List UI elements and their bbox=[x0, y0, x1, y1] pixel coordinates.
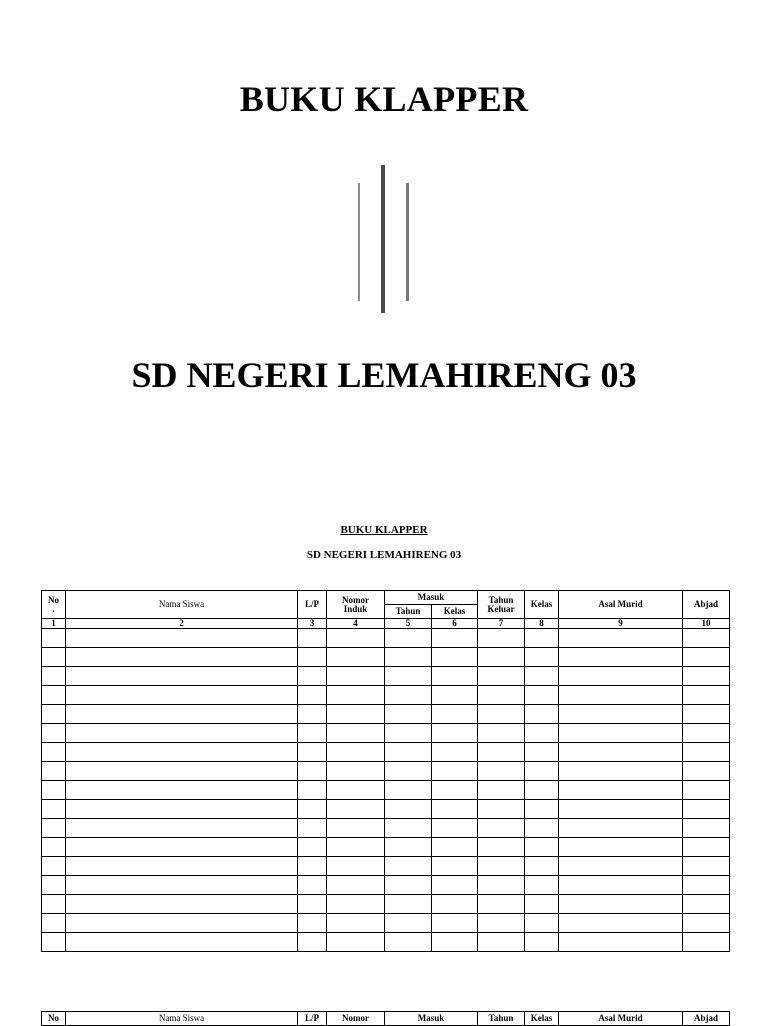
table-cell bbox=[683, 933, 730, 952]
table-cell bbox=[432, 686, 478, 705]
table-cell bbox=[327, 819, 385, 838]
header-lp: L/P bbox=[298, 591, 327, 619]
table-cell bbox=[432, 667, 478, 686]
table-cell bbox=[42, 857, 66, 876]
table-cell bbox=[298, 648, 327, 667]
table-cell bbox=[559, 648, 683, 667]
table-cell bbox=[327, 781, 385, 800]
table-cell bbox=[327, 686, 385, 705]
header-abjad: Abjad bbox=[683, 591, 730, 619]
table-cell bbox=[559, 857, 683, 876]
table-cell bbox=[525, 629, 559, 648]
table-cell bbox=[478, 914, 525, 933]
table-cell bbox=[327, 800, 385, 819]
table-cell bbox=[559, 838, 683, 857]
table-cell bbox=[298, 762, 327, 781]
header-keluar-top: Tahun bbox=[488, 594, 514, 605]
table-cell bbox=[525, 800, 559, 819]
table-cell bbox=[385, 648, 432, 667]
table-cell bbox=[66, 933, 298, 952]
logo-line-left bbox=[358, 183, 360, 301]
table-cell bbox=[559, 743, 683, 762]
table-cell bbox=[559, 876, 683, 895]
table-cell bbox=[42, 781, 66, 800]
header-masuk: Masuk bbox=[385, 591, 478, 605]
table-cell bbox=[432, 743, 478, 762]
table-cell bbox=[385, 857, 432, 876]
table-cell bbox=[66, 876, 298, 895]
table-cell bbox=[42, 800, 66, 819]
table-row bbox=[42, 743, 730, 762]
table-cell bbox=[66, 838, 298, 857]
column-number: 5 bbox=[385, 619, 432, 629]
table-cell bbox=[432, 838, 478, 857]
table-cell bbox=[66, 857, 298, 876]
table-cell bbox=[385, 876, 432, 895]
table-cell bbox=[385, 838, 432, 857]
table-cell bbox=[683, 895, 730, 914]
table-row bbox=[42, 781, 730, 800]
table-cell bbox=[298, 819, 327, 838]
table-cell bbox=[42, 838, 66, 857]
table-row bbox=[42, 800, 730, 819]
table-cell bbox=[683, 857, 730, 876]
table-cell bbox=[42, 743, 66, 762]
header-masuk-tahun: Tahun bbox=[385, 605, 432, 619]
table-row bbox=[42, 705, 730, 724]
table-cell bbox=[42, 895, 66, 914]
table-cell bbox=[683, 667, 730, 686]
table-cell bbox=[432, 762, 478, 781]
table-cell bbox=[683, 876, 730, 895]
table-cell bbox=[478, 686, 525, 705]
table-cell bbox=[66, 724, 298, 743]
table-cell bbox=[478, 781, 525, 800]
table-cell bbox=[559, 781, 683, 800]
table-cell bbox=[478, 895, 525, 914]
table-cell bbox=[298, 876, 327, 895]
column-number: 2 bbox=[66, 619, 298, 629]
table-cell bbox=[66, 762, 298, 781]
table-cell bbox=[683, 800, 730, 819]
table-cell bbox=[42, 667, 66, 686]
table-cell bbox=[432, 895, 478, 914]
table-cell bbox=[42, 914, 66, 933]
table-cell bbox=[525, 876, 559, 895]
table-cell bbox=[559, 762, 683, 781]
table-cell bbox=[559, 705, 683, 724]
table-cell bbox=[327, 857, 385, 876]
table-cell bbox=[385, 895, 432, 914]
table-cell bbox=[385, 724, 432, 743]
table-cell bbox=[42, 819, 66, 838]
table-cell bbox=[385, 743, 432, 762]
table-cell bbox=[385, 629, 432, 648]
table-cell bbox=[327, 876, 385, 895]
header-keluar-top: Tahun bbox=[488, 1013, 514, 1023]
header-nomor-induk bbox=[327, 1012, 385, 1026]
table-cell bbox=[683, 705, 730, 724]
header-nama-siswa: Nama Siswa bbox=[66, 591, 298, 619]
table-cell bbox=[432, 914, 478, 933]
table-cell bbox=[298, 781, 327, 800]
table-cell bbox=[559, 629, 683, 648]
table-cell bbox=[559, 914, 683, 933]
header-asal-murid: Asal Murid bbox=[559, 1012, 683, 1026]
table-row bbox=[42, 648, 730, 667]
column-number: 4 bbox=[327, 619, 385, 629]
table-cell bbox=[559, 933, 683, 952]
table-cell bbox=[298, 724, 327, 743]
table-row bbox=[42, 762, 730, 781]
table-row bbox=[42, 857, 730, 876]
table-cell bbox=[298, 686, 327, 705]
logo-line-center bbox=[381, 165, 385, 313]
table-cell bbox=[66, 819, 298, 838]
table-cell bbox=[559, 667, 683, 686]
table-cell bbox=[478, 838, 525, 857]
table-cell bbox=[525, 686, 559, 705]
table-cell bbox=[683, 686, 730, 705]
table-cell bbox=[478, 667, 525, 686]
table-cell bbox=[385, 914, 432, 933]
table-cell bbox=[327, 933, 385, 952]
table-cell bbox=[385, 800, 432, 819]
table-cell bbox=[327, 724, 385, 743]
column-number: 6 bbox=[432, 619, 478, 629]
table-cell bbox=[298, 800, 327, 819]
table-cell bbox=[42, 686, 66, 705]
table-cell bbox=[432, 933, 478, 952]
table-cell bbox=[478, 933, 525, 952]
table-cell bbox=[66, 781, 298, 800]
column-number: 3 bbox=[298, 619, 327, 629]
table-cell bbox=[478, 800, 525, 819]
logo-line-right bbox=[406, 183, 409, 301]
table-cell bbox=[42, 724, 66, 743]
header-nomor-bottom: Induk bbox=[343, 603, 368, 614]
table-cell bbox=[525, 933, 559, 952]
table-row bbox=[42, 895, 730, 914]
table-cell bbox=[327, 895, 385, 914]
table-cell bbox=[432, 629, 478, 648]
table-row bbox=[42, 667, 730, 686]
header-tahun-keluar bbox=[478, 591, 525, 619]
table-cell bbox=[66, 705, 298, 724]
table-cell bbox=[432, 857, 478, 876]
header-no-bottom: . bbox=[52, 603, 55, 614]
table-cell bbox=[298, 705, 327, 724]
header-nomor-induk bbox=[327, 591, 385, 619]
table-row bbox=[42, 876, 730, 895]
table-cell bbox=[42, 629, 66, 648]
table-cell bbox=[525, 667, 559, 686]
table-cell bbox=[525, 857, 559, 876]
table-cell bbox=[66, 895, 298, 914]
table-cell bbox=[559, 819, 683, 838]
table-cell bbox=[66, 686, 298, 705]
table-cell bbox=[525, 705, 559, 724]
table-cell bbox=[683, 648, 730, 667]
table-cell bbox=[525, 781, 559, 800]
table-cell bbox=[683, 743, 730, 762]
table-cell bbox=[478, 876, 525, 895]
header-kelas: Kelas bbox=[525, 591, 559, 619]
table-cell bbox=[385, 667, 432, 686]
klapper-table bbox=[41, 590, 730, 952]
cover-title: BUKU KLAPPER bbox=[239, 79, 529, 119]
table-cell bbox=[432, 781, 478, 800]
table-cell bbox=[478, 705, 525, 724]
table-cell bbox=[298, 838, 327, 857]
table-cell bbox=[298, 914, 327, 933]
table-cell bbox=[683, 838, 730, 857]
table-row bbox=[42, 819, 730, 838]
table-cell bbox=[559, 724, 683, 743]
table-row bbox=[42, 914, 730, 933]
header-asal-murid: Asal Murid bbox=[559, 591, 683, 619]
table-cell bbox=[327, 914, 385, 933]
table-cell bbox=[298, 933, 327, 952]
table-cell bbox=[478, 857, 525, 876]
table-cell bbox=[385, 705, 432, 724]
table-cell bbox=[66, 800, 298, 819]
table-cell bbox=[327, 838, 385, 857]
header-masuk: Masuk bbox=[385, 1012, 478, 1026]
header-keluar-bottom: Keluar bbox=[487, 603, 515, 614]
table-cell bbox=[327, 743, 385, 762]
table-row bbox=[42, 686, 730, 705]
table-cell bbox=[327, 762, 385, 781]
table-title: BUKU KLAPPER bbox=[340, 524, 428, 536]
header-no bbox=[42, 1012, 66, 1026]
table-cell bbox=[683, 762, 730, 781]
table-cell bbox=[525, 895, 559, 914]
table-cell bbox=[559, 686, 683, 705]
table-cell bbox=[42, 648, 66, 667]
table-cell bbox=[298, 667, 327, 686]
table-cell bbox=[683, 914, 730, 933]
table-cell bbox=[327, 705, 385, 724]
table-cell bbox=[298, 629, 327, 648]
table-cell bbox=[66, 629, 298, 648]
table-cell bbox=[327, 667, 385, 686]
header-no-top: No bbox=[48, 1013, 59, 1023]
table-cell bbox=[385, 933, 432, 952]
table-row bbox=[42, 629, 730, 648]
column-number-row bbox=[42, 619, 730, 629]
header-lp: L/P bbox=[298, 1012, 327, 1026]
table-cell bbox=[385, 819, 432, 838]
table-cell bbox=[478, 762, 525, 781]
header-nama-siswa: Nama Siswa bbox=[66, 1012, 298, 1026]
table-cell bbox=[385, 686, 432, 705]
column-number: 1 bbox=[42, 619, 66, 629]
table-cell bbox=[525, 648, 559, 667]
table-cell bbox=[683, 629, 730, 648]
table-cell bbox=[683, 781, 730, 800]
table-cell bbox=[42, 876, 66, 895]
table-cell bbox=[478, 743, 525, 762]
table-school-name: SD NEGERI LEMAHIRENG 03 bbox=[306, 549, 462, 561]
header-tahun-keluar bbox=[478, 1012, 525, 1026]
table-row bbox=[42, 838, 730, 857]
table-cell bbox=[432, 876, 478, 895]
table-cell bbox=[478, 648, 525, 667]
header-abjad: Abjad bbox=[683, 1012, 730, 1026]
table-cell bbox=[66, 914, 298, 933]
table-cell bbox=[42, 933, 66, 952]
table-cell bbox=[327, 648, 385, 667]
table-cell bbox=[478, 629, 525, 648]
table-cell bbox=[432, 724, 478, 743]
table-cell bbox=[525, 743, 559, 762]
table-cell bbox=[66, 667, 298, 686]
table-cell bbox=[478, 724, 525, 743]
table-cell bbox=[66, 648, 298, 667]
header-kelas: Kelas bbox=[525, 1012, 559, 1026]
table-cell bbox=[683, 724, 730, 743]
table-cell bbox=[66, 743, 298, 762]
table-cell bbox=[478, 819, 525, 838]
column-number: 10 bbox=[683, 619, 730, 629]
column-number: 9 bbox=[559, 619, 683, 629]
column-number: 7 bbox=[478, 619, 525, 629]
header-no-top: No bbox=[48, 594, 59, 605]
header-masuk-kelas: Kelas bbox=[432, 605, 478, 619]
table-cell bbox=[525, 914, 559, 933]
table-cell bbox=[432, 705, 478, 724]
table-cell bbox=[525, 724, 559, 743]
table-cell bbox=[298, 743, 327, 762]
table-cell bbox=[385, 781, 432, 800]
table-cell bbox=[42, 705, 66, 724]
table-cell bbox=[298, 895, 327, 914]
table-cell bbox=[385, 762, 432, 781]
table-row bbox=[42, 724, 730, 743]
table-cell bbox=[525, 819, 559, 838]
table-cell bbox=[42, 762, 66, 781]
table-cell bbox=[432, 648, 478, 667]
table-cell bbox=[432, 819, 478, 838]
table-cell bbox=[298, 857, 327, 876]
logo-lines-emblem bbox=[352, 165, 416, 315]
header-nomor-top: Nomor bbox=[342, 594, 369, 605]
column-number: 8 bbox=[525, 619, 559, 629]
cover-school-name: SD NEGERI LEMAHIRENG 03 bbox=[131, 355, 637, 395]
table-cell bbox=[525, 838, 559, 857]
table-cell bbox=[525, 762, 559, 781]
header-no bbox=[42, 591, 66, 619]
table-cell bbox=[559, 800, 683, 819]
table-cell bbox=[432, 800, 478, 819]
table-row bbox=[42, 933, 730, 952]
table-cell bbox=[327, 629, 385, 648]
header-nomor-top: Nomor bbox=[342, 1013, 369, 1023]
table-cell bbox=[559, 895, 683, 914]
table-cell bbox=[683, 819, 730, 838]
